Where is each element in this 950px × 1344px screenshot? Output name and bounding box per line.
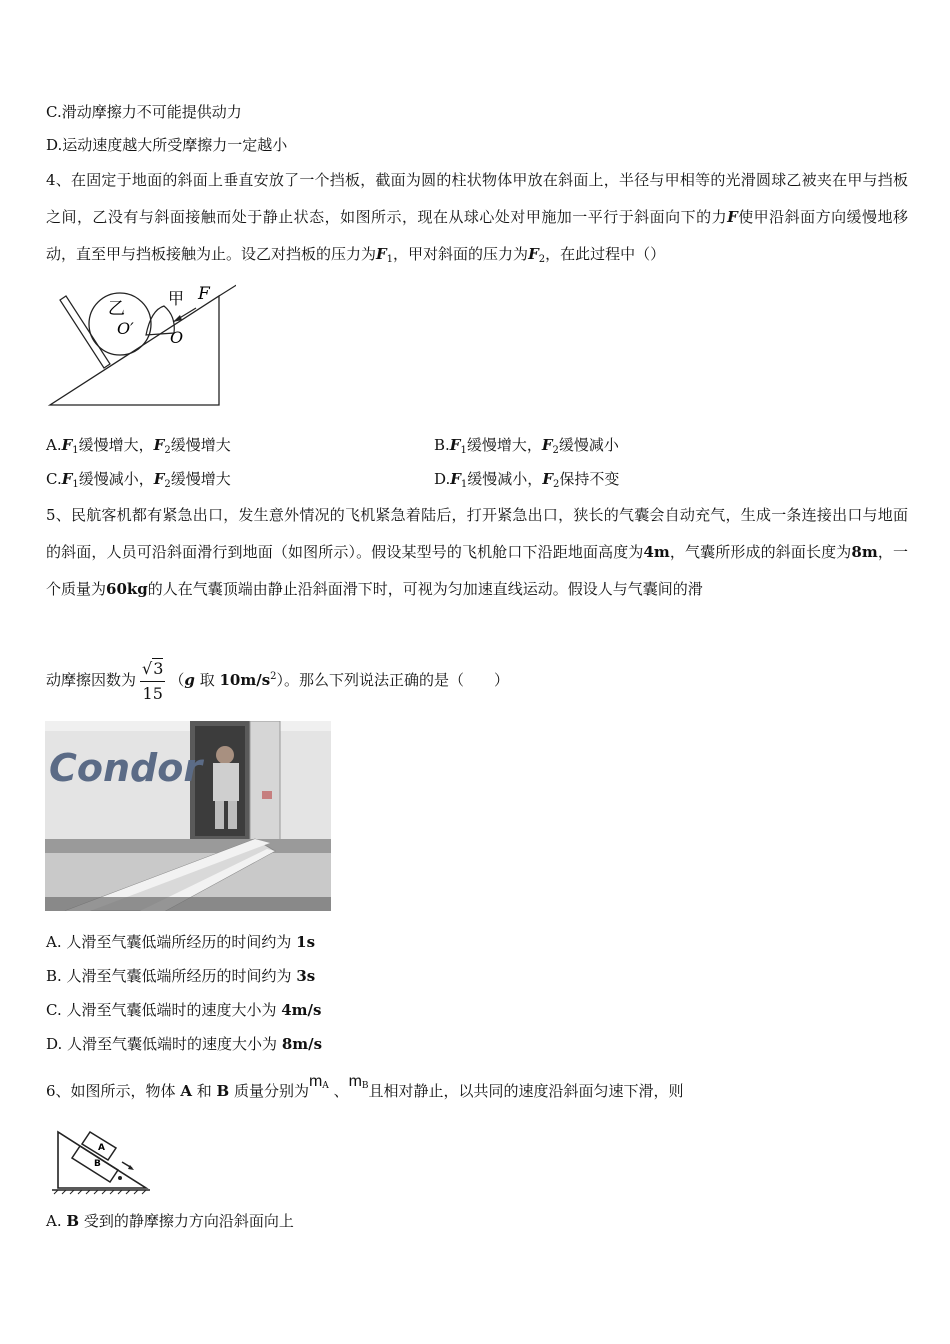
label-yi: 乙	[108, 299, 125, 319]
q4-stem: 4、在固定于地面的斜面上垂直安放了一个挡板，截面为圆的柱状物体甲放在斜面上，半径与甲相等的光滑圆球乙被夹在甲与挡板之间，乙没有与斜面接触而处于静止状态，如图所示，现在从球心处对甲施加一平行于斜面向下的力F使甲沿斜面方向缓慢地移动，直至甲与挡板接触为止。设乙对挡板的压力为$F_1$，甲对斜面的压力为$F_2$，在此过程中（）	[46, 171, 908, 265]
q5-photo	[45, 721, 331, 911]
label-f: F	[198, 284, 210, 304]
label-o-prime: O′	[117, 319, 134, 338]
q4-option-c: $C.F_1$缓慢减小，$F_2$缓慢增大	[46, 470, 231, 490]
label-jia: 甲	[168, 289, 185, 308]
q5-option-b: B. 人滑至气囊低端所经历的时间约为 3s	[46, 967, 316, 985]
q4-figure	[46, 278, 236, 410]
q3-option-c: C.滑动摩擦力不可能提供动力	[46, 103, 242, 121]
q4-option-d: $D.F_1$缓慢减小，$F_2$保持不变	[434, 470, 620, 490]
q5-stem-friction: 动摩擦因数为 $\frac{√3}{15}$ （g 取 $10m/s^2$）。那么下列说法正确的是（ ）	[46, 658, 510, 703]
q3-option-d: D.运动速度越大所受摩擦力一定越小	[46, 136, 288, 154]
q5-option-c: C. 人滑至气囊低端时的速度大小为 4m/s	[46, 1001, 322, 1019]
q5-option-d: D. 人滑至气囊低端时的速度大小为 8m/s	[46, 1035, 323, 1053]
q6-stem: 6、如图所示，物体 A 和 B 质量分别为mA 、mB且相对静止，以共同的速度沿斜面匀速下滑，则	[46, 1073, 684, 1100]
friction-fraction: $\frac{√3}{15}$	[142, 658, 164, 703]
q4-option-a: $A.F_1$缓慢增大，$F_2$缓慢增大	[46, 436, 231, 456]
label-block-a: A	[98, 1143, 105, 1153]
label-o: O	[170, 328, 184, 347]
q5-stem: 5、民航客机都有紧急出口，发生意外情况的飞机紧急着陆后，打开紧急出口，狭长的气囊会自动充气，生成一条连接出口与地面的斜面，人员可沿斜面滑行到地面（如图所示）。假设某型号的飞机舱口下沿距地面高度为4m，气囊所形成的斜面长度为8m，一个质量为60kg的人在气囊顶端由静止沿斜面滑下时，可视为匀加速直线运动。假设人与气囊间的滑	[46, 506, 908, 598]
photo-brand-text: Condor	[49, 746, 203, 790]
label-block-b: B	[94, 1159, 101, 1169]
q4-option-b: $B.F_1$缓慢增大，$F_2$缓慢减小	[434, 436, 619, 456]
q5-option-a: A. 人滑至气囊低端所经历的时间约为 1s	[46, 933, 316, 951]
q6-option-a: A. B 受到的静摩擦力方向沿斜面向上	[46, 1212, 294, 1230]
q6-figure	[50, 1124, 152, 1196]
